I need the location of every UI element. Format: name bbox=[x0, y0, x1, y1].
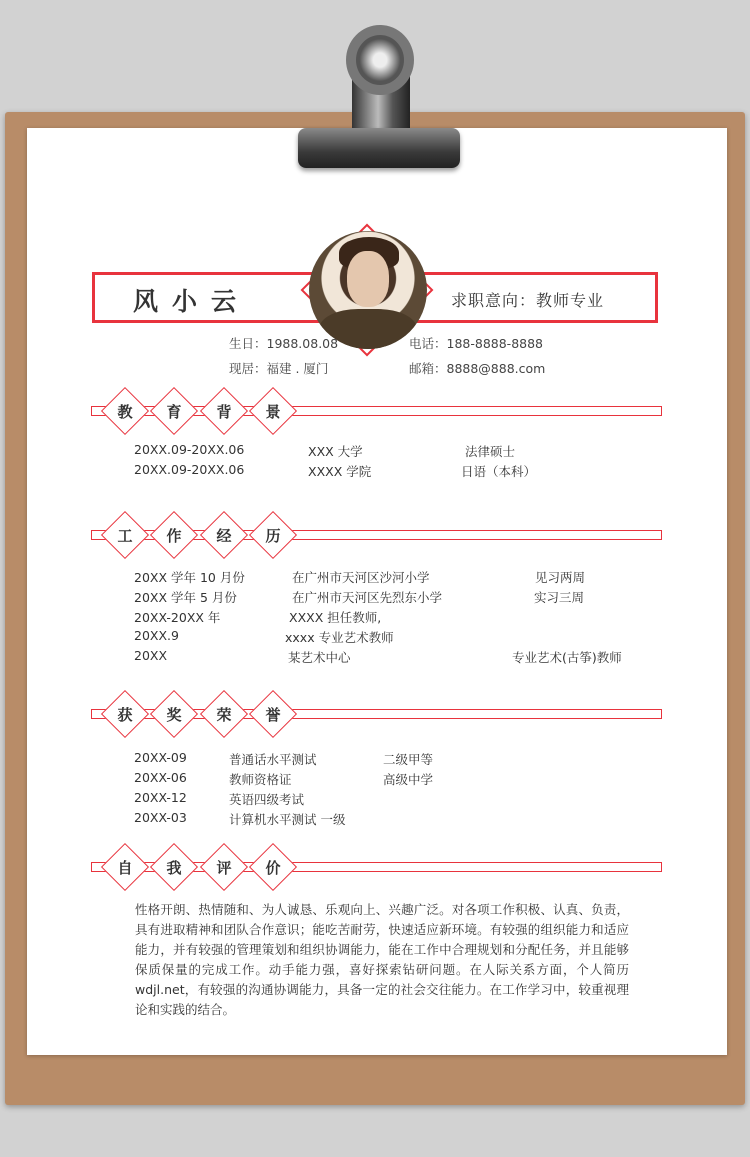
self-evaluation-title-char: 自 bbox=[117, 859, 133, 877]
self-evaluation-text: 性格开朗、热情随和、为人诚恳、乐观向上、兴趣广泛。对各项工作积极、认真、负责，具有进取精神和团队合作意识；能吃苦耐劳，快速适应新环境。有较强的组织能力和适应能力，并有较强的管理策划和组织协调能力，能在工作中合理规划和分配任务，并且能够保质保量的完成工作。动手能力强，喜好探索钻研问题。在人际关系方面，个人简历 wdjl.net，有较强的沟通协调能力，具备一定的社会交往能力。在工作学习中，较重视理论和实践的结合。 bbox=[135, 902, 629, 1017]
education-title-char: 景 bbox=[265, 403, 281, 421]
self-evaluation-title-char: 评 bbox=[216, 859, 232, 877]
awards-cell: 高级中学 bbox=[383, 772, 434, 787]
work-cell: 在广州市天河区先烈东小学 bbox=[292, 590, 443, 605]
profile-photo bbox=[309, 231, 427, 349]
awards-cell: 英语四级考试 bbox=[229, 792, 305, 807]
work-cell: 见习两周 bbox=[535, 570, 586, 585]
awards-title-char: 奖 bbox=[166, 706, 182, 724]
education-title-char: 教 bbox=[117, 403, 133, 421]
work-cell: 20XX-20XX 年 bbox=[134, 610, 221, 625]
binder-clip bbox=[298, 128, 460, 168]
work-cell: 20XX bbox=[134, 648, 168, 663]
awards-cell: 普通话水平测试 bbox=[229, 752, 317, 767]
work-cell: 在广州市天河区沙河小学 bbox=[292, 570, 430, 585]
work-title-char: 作 bbox=[166, 527, 182, 545]
work-cell: XXXX 担任教师, bbox=[289, 610, 382, 625]
work-cell: 某艺术中心 bbox=[288, 650, 351, 665]
work-cell: 专业艺术(古筝)教师 bbox=[512, 650, 622, 665]
residence: 现居：福建 . 厦门 bbox=[229, 361, 329, 376]
self-evaluation-title-char: 我 bbox=[166, 859, 182, 877]
awards-cell: 教师资格证 bbox=[229, 772, 292, 787]
education-title-char: 育 bbox=[166, 403, 182, 421]
education-cell: XXX 大学 bbox=[308, 444, 363, 459]
education-cell: 20XX.09-20XX.06 bbox=[134, 462, 245, 477]
phone: 电话：188-8888-8888 bbox=[409, 336, 544, 351]
awards-cell: 20XX-06 bbox=[134, 770, 187, 785]
email: 邮箱：8888@888.com bbox=[409, 361, 546, 376]
work-cell: 20XX 学年 5 月份 bbox=[134, 590, 237, 605]
work-cell: xxxx 专业艺术教师 bbox=[285, 630, 394, 645]
birth-date: 生日：1988.08.08 bbox=[229, 336, 339, 351]
awards-title-char: 誉 bbox=[265, 706, 281, 724]
awards-title-char: 荣 bbox=[216, 706, 232, 724]
work-cell: 实习三周 bbox=[534, 590, 585, 605]
work-cell: 20XX.9 bbox=[134, 628, 179, 643]
education-title-char: 背 bbox=[216, 403, 232, 421]
job-intent: 求职意向：教师专业 bbox=[451, 291, 605, 310]
awards-cell: 20XX-09 bbox=[134, 750, 187, 765]
awards-cell: 计算机水平测试 一级 bbox=[229, 812, 346, 827]
work-title-char: 工 bbox=[117, 527, 133, 545]
clip-ring bbox=[346, 25, 414, 95]
work-cell: 20XX 学年 10 月份 bbox=[134, 570, 245, 585]
candidate-name: 风小云 bbox=[133, 287, 251, 316]
awards-cell: 二级甲等 bbox=[383, 752, 434, 767]
self-evaluation-title-char: 价 bbox=[265, 859, 281, 877]
work-title-char: 经 bbox=[216, 527, 232, 545]
education-cell: 20XX.09-20XX.06 bbox=[134, 442, 245, 457]
education-cell: 日语（本科） bbox=[461, 464, 537, 479]
awards-cell: 20XX-03 bbox=[134, 810, 187, 825]
work-title-char: 历 bbox=[265, 527, 281, 545]
awards-title-char: 获 bbox=[117, 706, 133, 724]
education-cell: XXXX 学院 bbox=[308, 464, 372, 479]
awards-cell: 20XX-12 bbox=[134, 790, 187, 805]
education-cell: 法律硕士 bbox=[465, 444, 516, 459]
